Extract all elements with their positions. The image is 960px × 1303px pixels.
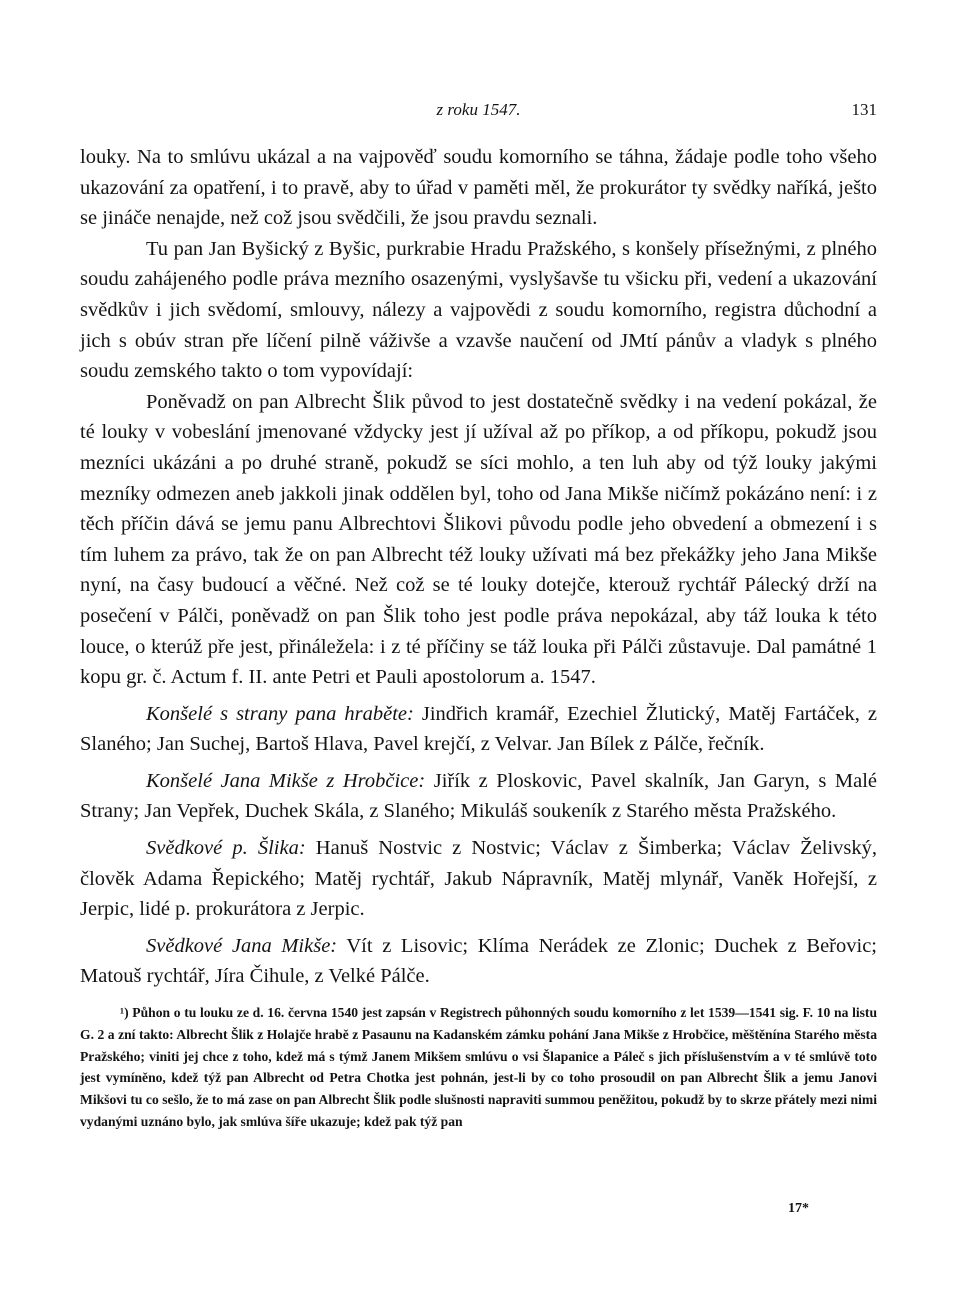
footnotes bbox=[80, 1002, 877, 1133]
list-entry bbox=[80, 766, 877, 827]
list-text: Jindřich kramář, Ezechiel Žlutický, Matěj Fartáček, z Slaného; Jan Suchej, Bartoš Hlava, Pavel krejčí, z Velvar. Jan Bílek z Pálče, řečník. bbox=[80, 702, 877, 756]
list-label: Konšelé s strany pana hraběte: bbox=[146, 702, 414, 725]
list-label: Svědkové p. Šlika: bbox=[146, 837, 306, 860]
list-entry bbox=[80, 931, 877, 992]
signature-mark: 17* bbox=[788, 1201, 809, 1216]
running-header bbox=[80, 100, 877, 130]
list-entry bbox=[80, 699, 877, 760]
list-text: Hanuš Nostvic z Nostvic; Václav z Šimberka; Václav Želivský, člověk Adama Řepického; Matěj rychtář, Jakub Nápravník, Matěj mlynář, Vaněk Hořejší, z Jerpic, lidé p. prokurátora z Jerpic. bbox=[80, 837, 877, 921]
paragraph: louky. Na to smlúvu ukázal a na vajpověď soudu komorního se táhna, žádaje podle toho všeho ukazování za opatření, i to pravě, aby to úřad v paměti měl, že prokurátor ty svědky naříká, ještο se jináče nenajde, než což jsou svědčili, že jsou pravdu seznali. bbox=[80, 146, 877, 230]
main-text bbox=[80, 142, 877, 992]
list-text: Vít z Lisovic; Klíma Nerádek ze Zlonic; Duchek z Beřovic; Matouš rychtář, Jíra Čihule, z Velké Pálče. bbox=[80, 934, 877, 988]
paragraph: Poněvadž on pan Albrecht Šlik původ to jest dostatečně svědky i na vedení pokázal, že té louky v vobeslání jmenované vždycky jest jí užíval až po příkop, a od příkopu, pokudž jsou mezníci ukázáni a po druhé straně, pokudž se síci mohlo, a ten luh aby od týž louky jakými mezníky odmezen aneb jakkoli jinak oddělen byl, toho od Jana Mikše ničímž pokázáno není: i z těch příčin dává se jemu panu Albrechtovi Šlikovi původu podle jeho obvedení a obmezení i s tím luhem za právo, tak že on pan Albrecht též louky užívati má bez překážky jeho Jana Mikše nyní, na časy budoucí a věčné. Než což se té louky dotejče, kterouž rychtář Pálecký drží na posečení v Pálči, poněvadž on pan Šlik toho jest podle práva nepokázal, aby táž louka k této louce, o kterúž pře jest, přináležela: i z té příčiny se táž louka při Pálči zůstavuje. Dal památné 1 kopu gr. č. Actum f. II. ante Petri et Pauli apostolorum a. 1547. bbox=[80, 390, 877, 689]
list-text: Jiřík z Ploskovic, Pavel skalník, Jan Garyn, s Malé Strany; Jan Vepřek, Duchek Skála, z Slaného; Mikuláš soukeník z Starého města Pražského. bbox=[80, 769, 877, 823]
page-number: 131 bbox=[851, 100, 877, 119]
footnote: ¹) Půhon o tu louku ze d. 16. června 1540 jest zapsán v Registrech půhonných soudu komorního z let 1539—1541 sig. F. 10 na listu G. 2 a zní takto: Albrecht Šlik z Holajče hrabě z Pasaunu na Kadanském zámku pohání Jana Mikše z Hrobčice, měštěnína Starého města Pražského; viniti jej chce z toho, kdež má s týmž Janem Mikšem smlúvu o vsi Šlapanice a Páleč s jich příslušenstvím a v té smlúvě toto jest vymíněno, kdež týž pan Albrecht od Petra Chotka jest pohnán, jest-li by co toho prosoudil on pan Albrecht Šlik a jemu Janovi Mikšovi tu co sešlo, že to má zase on pan Albrecht Šlik podle slušnosti napraviti summou peněžitou, pokudž by to skrze přátely mezi nimi vydanými uznáno bylo, jak smlúva šíře ukazuje; kdež pak týž pan bbox=[80, 1005, 877, 1130]
page bbox=[80, 100, 877, 1133]
running-title: z roku 1547. bbox=[436, 100, 521, 119]
list-label: Svědkové Jana Mikše: bbox=[146, 934, 338, 957]
list-label: Konšelé Jana Mikše z Hrobčice: bbox=[146, 769, 426, 792]
list-entry bbox=[80, 833, 877, 925]
paragraph: Tu pan Jan Byšický z Byšic, purkrabie Hradu Pražského, s konšely přísežnými, z plného soudu zahájeného podle práva mezního osazenými, vyslyšavše tu všicku při, vedení a ukazování svědkův i jich svědomí, smlouvy, nálezy a vajpovědi z soudu komorního, registra důchodní a jich s obúv stran pře líčení pilně váživše a vzavše naučení od JMtí pánův a vladyk s plného soudu zemského takto o tom vypovídají: bbox=[80, 237, 877, 383]
